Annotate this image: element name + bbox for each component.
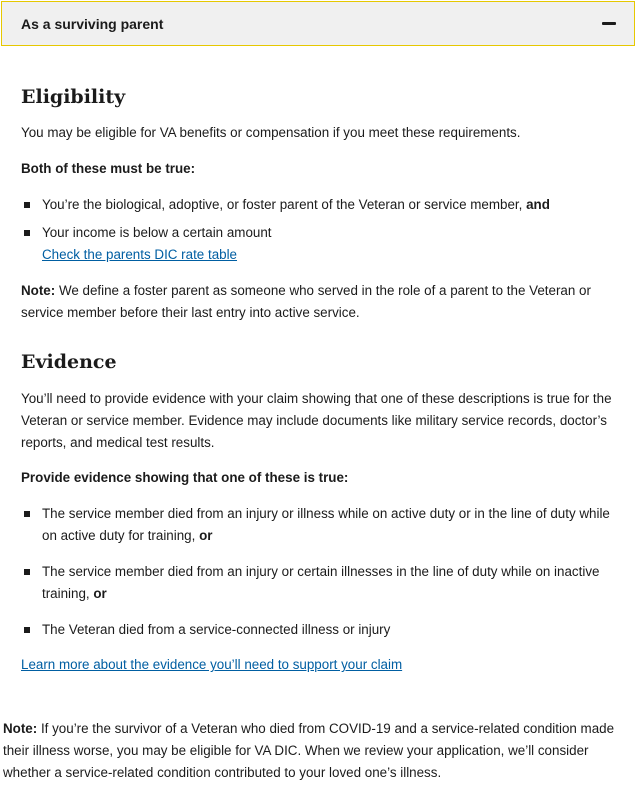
requirements-list	[21, 194, 616, 266]
requirements-lead: Both of these must be true:	[21, 161, 196, 176]
evidence-text: The Veteran died from a service-connected illness or injury	[42, 622, 391, 637]
note-label: Note:	[21, 283, 56, 298]
bottom-note	[3, 718, 623, 784]
list-item	[21, 222, 616, 266]
accordion-header[interactable]	[1, 1, 635, 46]
eligibility-heading: Eligibility	[21, 86, 126, 108]
evidence-heading: Evidence	[21, 351, 117, 373]
list-item	[21, 561, 616, 605]
evidence-list-wrap	[21, 503, 616, 641]
minus-icon[interactable]	[602, 17, 616, 31]
requirement-suffix: and	[526, 197, 550, 212]
requirements-list-wrap	[21, 194, 616, 266]
list-item	[21, 619, 616, 641]
evidence-intro-wrap	[21, 388, 616, 454]
list-item	[21, 503, 616, 547]
requirements-lead-wrap	[21, 158, 616, 180]
eligibility-body	[21, 122, 616, 144]
bottom-note-text: If you’re the survivor of a Veteran who died from COVID-19 and a service-related condition made their illness worse, you may be eligible for VA DIC. When we review your application, we’ll consider whether a service-related condition contributed to your loved one’s illness.	[3, 721, 615, 780]
evidence-suffix: or	[93, 586, 107, 601]
list-item	[21, 194, 616, 216]
accordion-title: As a surviving parent	[21, 15, 164, 32]
evidence-lead-wrap	[21, 467, 616, 489]
learn-more-evidence-link[interactable]: Learn more about the evidence you’ll need to support your claim	[21, 657, 403, 672]
evidence-text: The service member died from an injury or illness while on active duty or in the line of duty while on active duty for training,	[42, 506, 610, 543]
evidence-intro: You’ll need to provide evidence with your claim showing that one of these descriptions is true for the Veteran or service member. Evidence may include documents like military service records, doctor’s reports, and medical test results.	[21, 391, 612, 450]
evidence-section	[21, 351, 616, 373]
evidence-text: The service member died from an injury or certain illnesses in the line of duty while on inactive training,	[42, 564, 600, 601]
requirement-text: Your income is below a certain amount	[42, 225, 272, 240]
evidence-lead: Provide evidence showing that one of these is true:	[21, 470, 349, 485]
eligibility-note	[21, 280, 616, 324]
evidence-list	[21, 503, 616, 641]
parents-dic-rate-link[interactable]: Check the parents DIC rate table	[42, 247, 238, 262]
evidence-suffix: or	[199, 528, 213, 543]
eligibility-intro: You may be eligible for VA benefits or compensation if you meet these requirements.	[21, 125, 521, 140]
evidence-link-wrap	[21, 654, 616, 676]
eligibility-section	[21, 86, 616, 108]
bottom-note-label: Note:	[3, 721, 38, 736]
requirement-text: You’re the biological, adoptive, or foster parent of the Veteran or service member,	[42, 197, 527, 212]
note-text: We define a foster parent as someone who served in the role of a parent to the Veteran or service member before their last entry into active service.	[21, 283, 591, 320]
